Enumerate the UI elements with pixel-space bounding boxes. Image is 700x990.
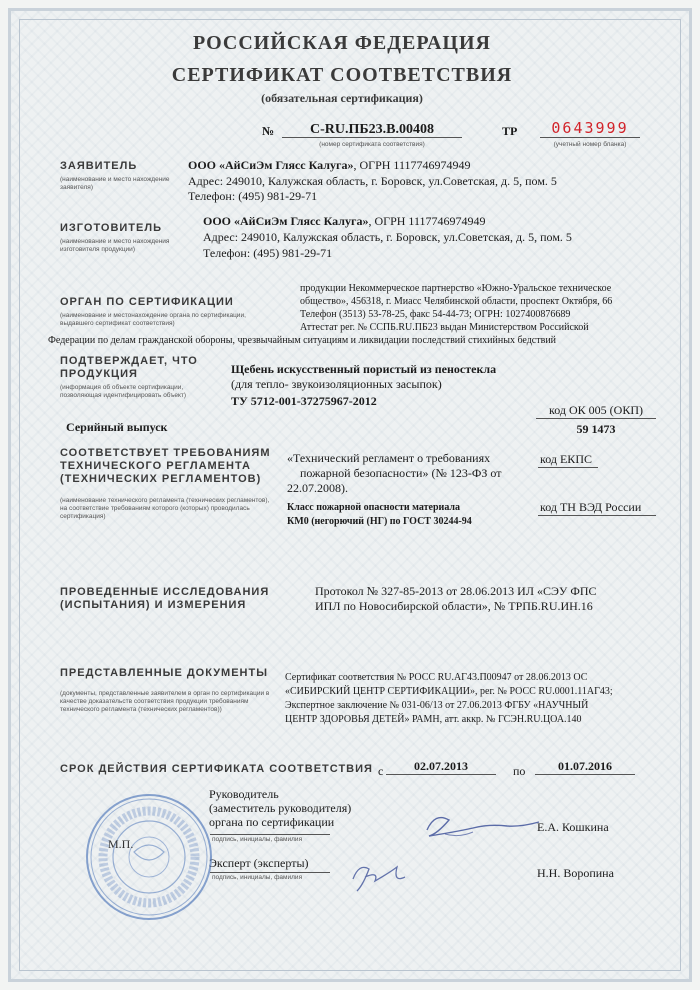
- blank-number: 0643999: [540, 119, 640, 138]
- okp-label: код ОК 005 (ОКП): [536, 403, 656, 419]
- documents-line-4: ЦЕНТР ЗДОРОВЬЯ ДЕТЕЙ» РАМН, атт. аккр. № ГСЭН.RU.ЦОА.140: [285, 714, 582, 725]
- okp-value: 59 1473: [576, 422, 616, 436]
- documents-note: (документы, представленные заявителем в орган по сертификации в качестве доказательств соответствия продукции требованиям технического регламента (технических регламентов)): [60, 690, 270, 713]
- regulation-line-2: пожарной безопасности» (№ 123-ФЗ от: [300, 466, 502, 480]
- applicant-name-line: [188, 158, 471, 173]
- tp-label: ТР: [502, 124, 518, 138]
- ekps-label: код ЕКПС: [538, 452, 598, 468]
- certificate-title: СЕРТИФИКАТ СООТВЕТСТВИЯ: [171, 64, 513, 86]
- head-name: Е.А. Кошкина: [537, 820, 609, 834]
- head-title-1: Руководитель: [209, 787, 279, 801]
- certification-seal: [82, 790, 217, 930]
- organ-line-4: Аттестат рег. № ССПБ.RU.ПБ23 выдан Министерством Российской: [300, 322, 589, 333]
- regulation-line-1: «Технический регламент о требованиях: [287, 451, 491, 465]
- validity-to-date: 01.07.2016: [535, 759, 635, 775]
- head-sign-note: подпись, инициалы, фамилия: [212, 836, 303, 843]
- head-title-3: органа по сертификации: [209, 815, 335, 829]
- organ-note: (наименование и местонахождение органа по сертификации, выдавшего сертификат соответствия): [60, 312, 246, 327]
- ekps-code: [538, 452, 598, 468]
- validity-from-date: 02.07.2013: [386, 759, 496, 775]
- validity-label: СРОК ДЕЙСТВИЯ СЕРТИФИКАТА СООТВЕТСТВИЯ: [60, 763, 373, 775]
- manufacturer-note: (наименование и место нахождения изготовителя продукции): [60, 238, 170, 253]
- head-sign-line: [210, 834, 330, 835]
- tests-line-2: ИПЛ по Новосибирской области», № ТРПБ.RU.ИН.16: [315, 599, 593, 613]
- tests-label-2: (ИСПЫТАНИЯ) И ИЗМЕРЕНИЯ: [60, 599, 247, 611]
- requirements-note: (наименование технического регламента (технических регламентов), на соответствие требованиям которого (которых) проводилась сертификация): [60, 497, 270, 520]
- tnved-code: [538, 500, 656, 516]
- product-purpose: (для тепло- звукоизоляционных засыпок): [231, 377, 442, 391]
- product-note: (информация об объекте сертификации, позволяющая идентифицировать объект): [60, 384, 187, 399]
- certificate-number-note: (номер сертификата соответствия): [319, 141, 425, 148]
- validity-from-prep: с: [378, 764, 384, 778]
- organ-line-2: общество», 456318, г. Миасс Челябинской области, проспект Октября, 66: [300, 296, 613, 307]
- requirements-label-2: ТЕХНИЧЕСКОГО РЕГЛАМЕНТА: [60, 460, 251, 472]
- organ-line-3: Телефон (3513) 53-78-25, факс 54-44-73; ОГРН: 1027400876689: [300, 309, 571, 320]
- certificate-number: С-RU.ПБ23.В.00408: [282, 122, 462, 138]
- blank-number-note: (учетный номер бланка): [553, 141, 627, 148]
- product-label-1: ПОДТВЕРЖДАЕТ, ЧТО: [60, 355, 198, 367]
- expert-name: Н.Н. Воропина: [537, 866, 614, 880]
- product-name: Щебень искусственный пористый из пеностекла: [231, 362, 497, 376]
- tests-line-1: Протокол № 327-85-2013 от 28.06.2013 ИЛ «СЭУ ФПС: [315, 584, 597, 598]
- head-signature: [415, 808, 545, 848]
- expert-title: Эксперт (эксперты): [209, 856, 309, 870]
- tnved-label: код ТН ВЭД России: [538, 500, 656, 516]
- organ-line-1: продукции Некоммерческое партнерство «Южно-Уральское техническое: [300, 283, 612, 294]
- documents-label: ПРЕДСТАВЛЕННЫЕ ДОКУМЕНТЫ: [60, 667, 268, 679]
- applicant-note: (наименование и место нахождение заявителя): [60, 176, 170, 191]
- manufacturer-label: ИЗГОТОВИТЕЛЬ: [60, 222, 162, 234]
- fire-class-line-1: Класс пожарной опасности материала: [287, 502, 461, 513]
- applicant-name: ООО «АйСиЭм Глясс Калуга»: [188, 158, 354, 172]
- regulation-line-3: 22.07.2008).: [287, 481, 348, 495]
- requirements-label-3: (ТЕХНИЧЕСКИХ РЕГЛАМЕНТОВ): [60, 473, 262, 485]
- manufacturer-name-line: [203, 214, 486, 229]
- product-label-2: ПРОДУКЦИЯ: [60, 368, 138, 380]
- okp-code: [536, 403, 656, 437]
- expert-sign-line: [210, 872, 330, 873]
- mp-label: М.П.: [108, 837, 134, 851]
- product-tu: ТУ 5712-001-37275967-2012: [231, 394, 377, 408]
- organ-line-5: Федерации по делам гражданской обороны, чрезвычайным ситуациям и ликвидации последствий стихийных бедствий: [48, 335, 557, 346]
- country-title: РОССИЙСКАЯ ФЕДЕРАЦИЯ: [192, 32, 491, 54]
- applicant-address: Адрес: 249010, Калужская область, г. Боровск, ул.Советская, д. 5, пом. 5: [188, 174, 557, 188]
- applicant-label: ЗАЯВИТЕЛЬ: [60, 160, 138, 172]
- head-title-2: (заместитель руководителя): [209, 801, 352, 815]
- number-sign: №: [262, 124, 275, 138]
- manufacturer-name: ООО «АйСиЭм Глясс Калуга»: [203, 214, 369, 228]
- manufacturer-ogrn: , ОГРН 1117746974949: [368, 214, 486, 228]
- documents-line-2: «СИБИРСКИЙ ЦЕНТР СЕРТИФИКАЦИИ», рег. № РОСС RU.0001.11АГ43;: [285, 686, 613, 697]
- serial-production: Серийный выпуск: [66, 420, 168, 434]
- applicant-ogrn: , ОГРН 1117746974949: [353, 158, 471, 172]
- validity-to-prep: по: [513, 764, 526, 778]
- tests-label-1: ПРОВЕДЕННЫЕ ИССЛЕДОВАНИЯ: [60, 586, 270, 598]
- fire-class-line-2: КМ0 (негорючий (НГ) по ГОСТ 30244-94: [287, 516, 472, 527]
- certificate-subtitle: (обязательная сертификация): [261, 91, 423, 105]
- expert-signature: [345, 855, 415, 900]
- organ-label: ОРГАН ПО СЕРТИФИКАЦИИ: [60, 296, 234, 308]
- manufacturer-phone: Телефон: (495) 981-29-71: [203, 246, 333, 260]
- expert-sign-note: подпись, инициалы, фамилия: [212, 874, 303, 881]
- applicant-phone: Телефон: (495) 981-29-71: [188, 189, 318, 203]
- documents-line-1: Сертификат соответствия № РОСС RU.АГ43.П00947 от 28.06.2013 ОС: [285, 672, 588, 683]
- requirements-label-1: СООТВЕТСТВУЕТ ТРЕБОВАНИЯМ: [60, 447, 271, 459]
- documents-line-3: Экспертное заключение № 031-06/13 от 27.06.2013 ФГБУ «НАУЧНЫЙ: [285, 700, 589, 711]
- manufacturer-address: Адрес: 249010, Калужская область, г. Боровск, ул.Советская, д. 5, пом. 5: [203, 230, 572, 244]
